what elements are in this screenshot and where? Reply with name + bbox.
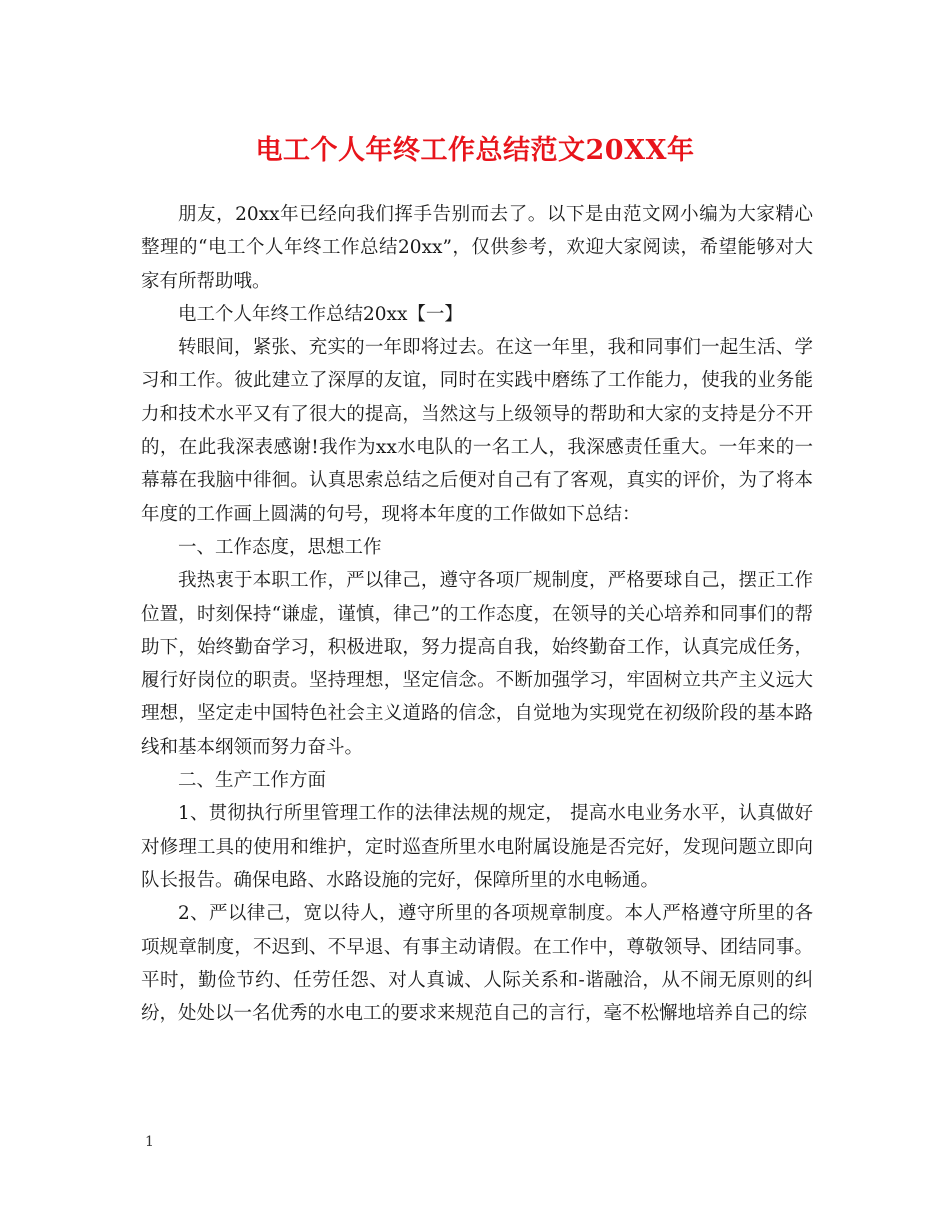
subheading-production-work: 二、生产工作方面 — [178, 770, 327, 792]
section-heading-one: 电工个人年终工作总结20xx【一】 — [178, 303, 463, 325]
paragraph-work-attitude: 我热衷于本职工作，严以律己，遵守各项厂规制度，严格要球自己，摆正工作位置，时刻保持“谦虚，谨慎，律己”的工作态度，在领导的关心培养和同事们的帮助下，始终勤奋学习，积极进取，努力提高自我，始终勤奋工作，认真完成任务，履行好岗位的职责。坚持理想，坚定信念。不断加强学习，牢固树立共产主义远大理想，坚定走中国特色社会主义道路的信念，自觉地为实现党在初级阶段的基本路线和基本纲领而努力奋斗。 — [141, 570, 813, 758]
document-body — [141, 198, 813, 1030]
paragraph-production-item-2: 2、严以律己，宽以待人，遵守所里的各项规章制度。本人严格遵守所里的各项规章制度，不迟到、不早退、有事主动请假。在工作中，尊敬领导、团结同事。平时，勤俭节约、任劳任怨、对人真诚、人际关系和-谐融洽，从不闹无原则的纠纷，处处以一名优秀的水电工的要求来规范自己的言行，毫不松懈地培养自己的综 — [141, 903, 813, 1025]
subheading-work-attitude: 一、工作态度，思想工作 — [178, 536, 382, 558]
document-title: 电工个人年终工作总结范文20XX年 — [255, 135, 695, 166]
paragraph-intro: 朋友，20xx年已经向我们挥手告别而去了。以下是由范文网小编为大家精心整理的“电工个人年终工作总结20xx”，仅供参考，欢迎大家阅读，希望能够对大家有所帮助哦。 — [141, 204, 813, 292]
paragraph-production-item-1: 1、贯彻执行所里管理工作的法律法规的规定， 提高水电业务水平，认真做好对修理工具的使用和维护，定时巡查所里水电附属设施是否完好，发现问题立即向队长报告。确保电路、水路设施的完好，保障所里的水电畅通。 — [141, 803, 813, 891]
page-number: 1 — [145, 1134, 154, 1150]
paragraph-overview: 转眼间，紧张、充实的一年即将过去。在这一年里，我和同事们一起生活、学习和工作。彼此建立了深厚的友谊，同时在实践中磨练了工作能力，使我的业务能力和技术水平又有了很大的提高，当然这与上级领导的帮助和大家的支持是分不开的，在此我深表感谢!我作为xx水电队的一名工人，我深感责任重大。一年来的一幕幕在我脑中徘徊。认真思索总结之后便对自己有了客观，真实的评价，为了将本年度的工作画上圆满的句号，现将本年度的工作做如下总结： — [141, 337, 813, 525]
